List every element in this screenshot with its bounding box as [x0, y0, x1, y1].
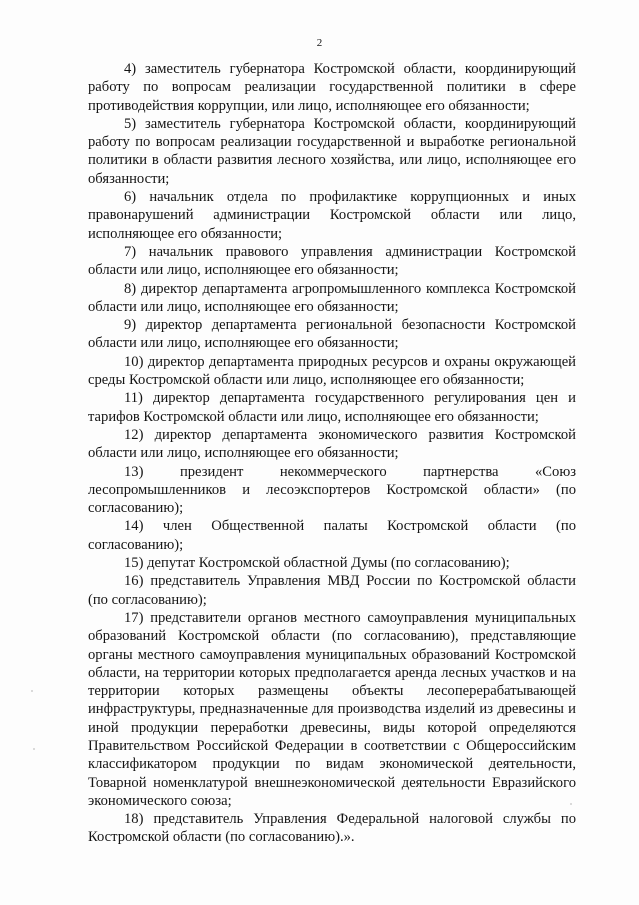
- list-item-4: 4) заместитель губернатора Костромской области, координирующий работу по вопросам реализации государственной политики в сфере противодействия коррупции, или лицо, исполняющее его обязанности;: [88, 61, 576, 114]
- list-item-18: 18) представитель Управления Федеральной налоговой службы по Костромской области (по согласованию).».: [88, 811, 576, 846]
- document-body: [88, 60, 576, 847]
- scan-speck: [31, 690, 33, 692]
- list-item-11: 11) директор департамента государственного регулирования цен и тарифов Костромской области или лицо, исполняющее его обязанности;: [88, 390, 576, 425]
- list-item-7: 7) начальник правового управления администрации Костромской области или лицо, исполняющее его обязанности;: [88, 243, 576, 279]
- list-item-14: 14) член Общественной палаты Костромской области (по согласованию);: [88, 518, 576, 553]
- page-number: 2: [316, 37, 323, 49]
- scan-speck: [33, 748, 35, 750]
- list-item-6: 6) начальник отдела по профилактике коррупционных и иных правонарушений администрации Костромской области или лицо, исполняющее его обязанности;: [88, 189, 576, 242]
- list-item-10: 10) директор департамента природных ресурсов и охраны окружающей среды Костромской области или лицо, исполняющее его обязанности;: [88, 353, 576, 389]
- list-item-8: 8) директор департамента агропромышленного комплекса Костромской области или лицо, исполняющее его обязанности;: [88, 280, 576, 315]
- list-item-15: 15) депутат Костромской областной Думы (по согласованию);: [124, 555, 510, 572]
- list-item-9: 9) директор департамента региональной безопасности Костромской области или лицо, исполняющее его обязанности;: [88, 317, 576, 352]
- list-item-5: 5) заместитель губернатора Костромской области, координирующий работу по вопросам реализации государственной и выработке региональной политики в области развития лесного хозяйства, или лицо, исполняющее его обязанности;: [88, 115, 576, 187]
- list-item-17: 17) представители органов местного самоуправления муниципальных образований Костромской области (по согласованию), представляющие органы местного самоуправления муниципальных образований Костромской области, на территории которых предполагается аренда лесных участков и на территории которых размещены объекты лесоперерабатывающей инфраструктуры, предназначенные для производства изделий из древесины и иной продукции переработки древесины, виды которой определяются Правительством Российской Федерации в соответствии с Общероссийским классификатором продукции по видам экономической деятельности, Товарной номенклатурой внешнеэкономической деятельности Евразийского экономического союза;: [88, 609, 576, 809]
- list-item-12: 12) директор департамента экономического развития Костромской области или лицо, исполняющее его обязанности;: [88, 426, 576, 462]
- list-item-13: 13) президент некоммерческого партнерства «Союз лесопромышленников и лесоэкспортеров Костромской области» (по согласованию);: [88, 463, 576, 517]
- scan-speck: [570, 803, 572, 805]
- list-item-16: 16) представитель Управления МВД России по Костромской области (по согласованию);: [88, 573, 576, 608]
